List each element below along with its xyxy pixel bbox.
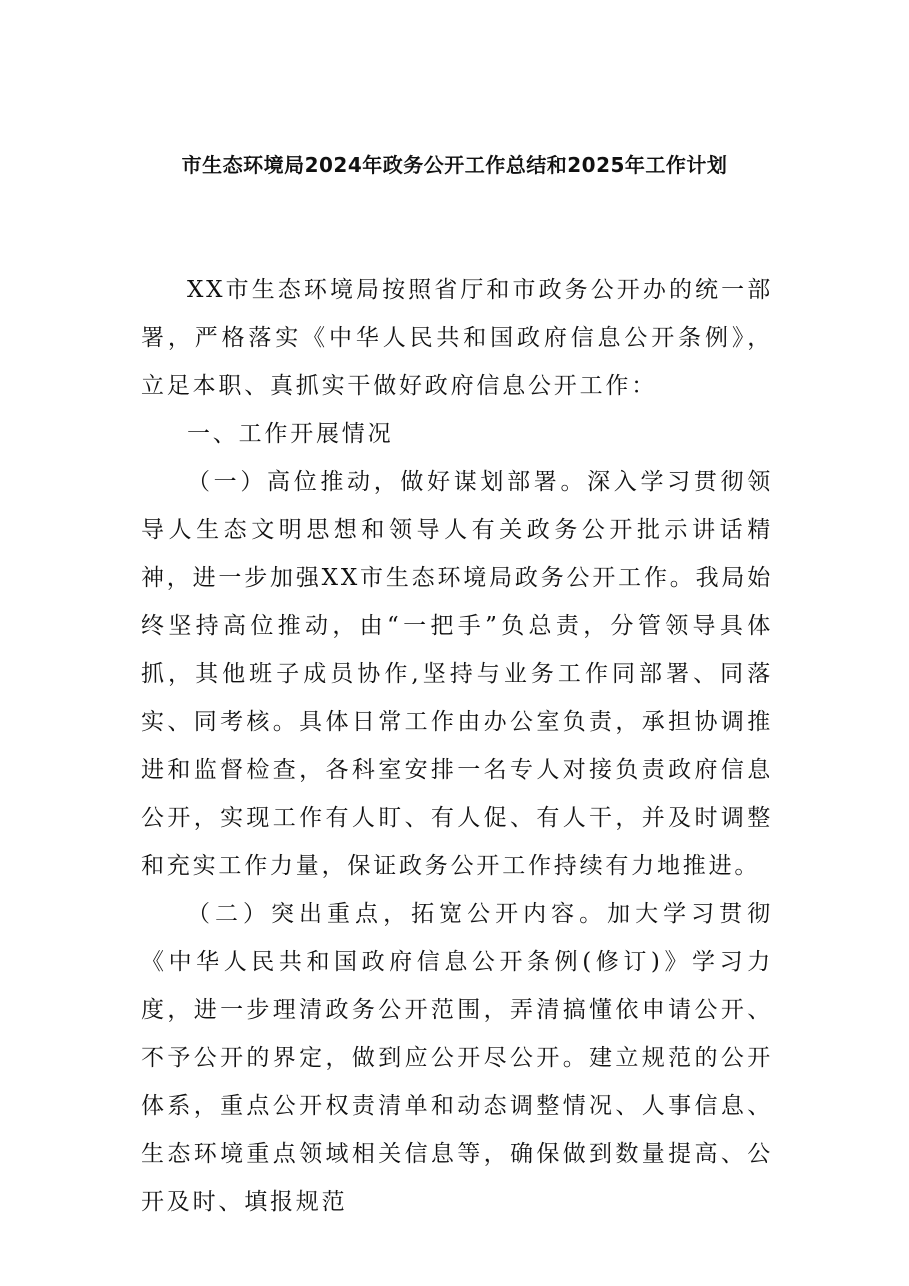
document-title: 市生态环境局2024年政务公开工作总结和2025年工作计划	[181, 153, 728, 177]
paragraph-high-level-promotion: （一）高位推动，做好谋划部署。深入学习贯彻领导人生态文明思想和领导人有关政务公开批示讲话精神，进一步加强XX市生态环境局政务公开工作。我局始终坚持高位推动，由“一把手”负总责，分管领导具体抓，其他班子成员协作,坚持与业务工作同部署、同落实、同考核。具体日常工作由办公室负责，承担协调推进和监督检查，各科室安排一名专人对接负责政府信息公开，实现工作有人盯、有人促、有人干，并及时调整和充实工作力量，保证政务公开工作持续有力地推进。	[141, 469, 773, 879]
section-heading-work-status: 一、工作开展情况	[187, 421, 394, 447]
document-body	[141, 266, 773, 1226]
intro-paragraph: XX市生态环境局按照省厅和市政务公开办的统一部署，严格落实《中华人民共和国政府信息公开条例》，立足本职、真抓实干做好政府信息公开工作：	[141, 277, 773, 399]
paragraph-highlight-focus: （二）突出重点，拓宽公开内容。加大学习贯彻《中华人民共和国政府信息公开条例(修订)》学习力度，进一步理清政务公开范围，弄清搞懂依申请公开、不予公开的界定，做到应公开尽公开。建立规范的公开体系，重点公开权责清单和动态调整情况、人事信息、生态环境重点领域相关信息等，确保做到数量提高、公开及时、填报规范	[141, 901, 773, 1215]
